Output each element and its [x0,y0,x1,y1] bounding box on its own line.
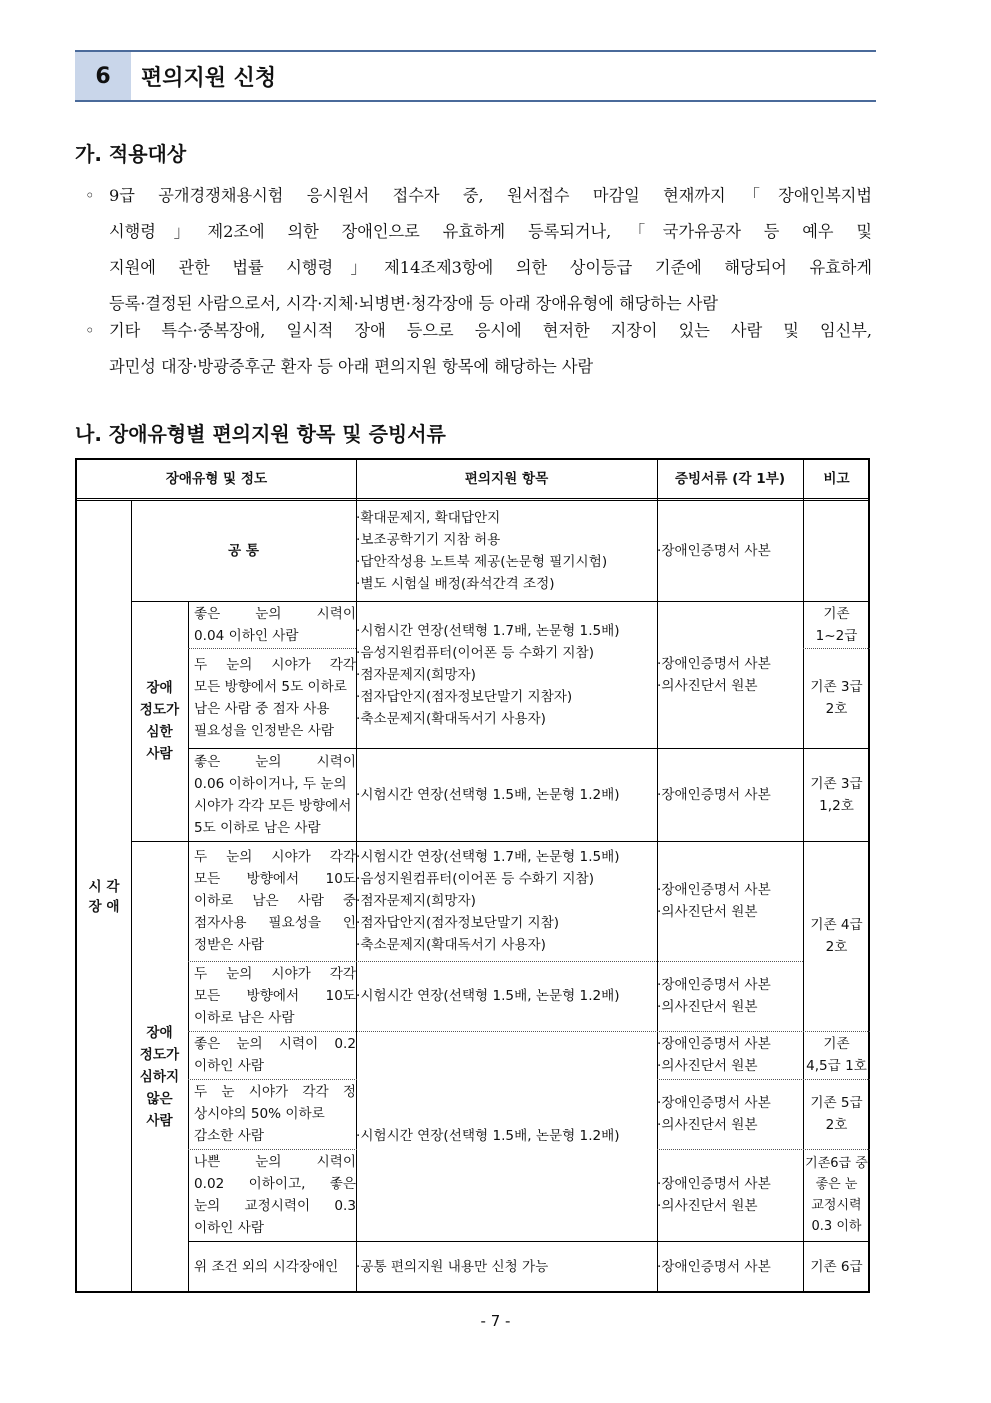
mild-support-1: ·시험시간 연장(선택형 1.7배, 논문형 1.5배) ·음성지원컴퓨터(이어폰 등 수화기 지참) ·점자문제지(희망자) ·점자답안지(점자정보단말기 지참) ·축소문제지(확대독서기 사용자) [356,849,620,953]
mild-cond-3: 좋은 눈의 시력이 0.2 이하인 사람 [194,1036,356,1074]
mild-cond-5: 나쁜 눈의 시력이 0.02 이하이고, 좋은 눈의 교정시력이 0.3 이하인 사람 [194,1154,356,1236]
severe-docs-12: ·장애인증명서 사본 ·의사진단서 원본 [657,655,771,694]
section-title: 편의지원 신청 [141,65,277,91]
paragraph-target-1 [85,178,872,322]
mild-cond-2: 두 눈의 시야가 각각 모든 방향에서 10도 이하로 남은 사람 [194,966,356,1026]
mild-support-345: ·시험시간 연장(선택형 1.5배, 논문형 1.2배) [356,1128,620,1144]
header-docs: 증빙서류 (각 1부) [674,471,786,487]
section-header [75,50,876,102]
severe-support-3: ·시험시간 연장(선택형 1.5배, 논문형 1.2배) [356,786,620,803]
common-support: ·확대문제지, 확대답안지 ·보조공학기기 지참 허용 ·답안작성용 노트북 제공(논문형 필기시험) ·별도 시험실 배정(좌석간격 조정) [356,510,608,592]
common-label: 공 통 [228,543,259,559]
mild-note-4: 기존 5급 2호 [810,1095,863,1133]
category-label: 시 각 장 애 [88,879,120,915]
mild-label: 장애 정도가 심하지 않은 사람 [139,1025,180,1129]
heading-target: 가. 적용대상 [75,142,187,166]
support-table [75,458,870,1293]
mild-note-6: 기존 6급 [810,1259,863,1275]
para-line: 9급 공개경쟁채용시험 응시원서 접수자 중, 원서접수 마감일 현재까지「장애인복지법 [109,186,872,205]
mild-docs-1: ·장애인증명서 사본 ·의사진단서 원본 [657,882,771,920]
mild-support-2: ·시험시간 연장(선택형 1.5배, 논문형 1.2배) [356,988,620,1004]
mild-cond-6: 위 조건 외의 시각장애인 [194,1259,339,1275]
mild-cond-1: 두 눈의 시야가 각각 모든 방향에서 10도 이하로 남은 사람 중 점자사용 필요성을 인 정받은 사람 [194,849,356,953]
mild-docs-2: ·장애인증명서 사본 ·의사진단서 원본 [657,977,771,1015]
paragraph-target-2 [85,313,872,385]
severe-docs-3: ·장애인증명서 사본 [657,786,771,803]
mild-docs-3: ·장애인증명서 사본 ·의사진단서 원본 [657,1036,771,1074]
severe-note-1: 기존 1~2급 [815,605,858,644]
mild-note-12: 기존 4급 2호 [810,917,863,955]
header-note: 비고 [823,471,850,487]
mild-note-3: 기존 4,5급 1호 [806,1036,867,1074]
bullet: ◦ [85,186,95,205]
mild-cond-4: 두 눈 시야가 각각 정 상시야의 50% 이하로 감소한 사람 [194,1084,356,1144]
para-line: 과민성 대장·방광증후군 환자 등 아래 편의지원 항목에 해당하는 사람 [109,357,594,376]
heading-support-table: 나. 장애유형별 편의지원 항목 및 증빙서류 [75,422,446,446]
mild-note-5: 기존6급 중 좋은 눈 교정시력 0.3 이하 [805,1156,868,1234]
mild-docs-4: ·장애인증명서 사본 ·의사진단서 원본 [657,1095,771,1133]
bullet: ◦ [85,321,95,340]
severe-cond-3: 좋은 눈의 시력이 0.06 이하이거나, 두 눈의 시야가 각각 모든 방향에서 5도 이하로 남은 사람 [194,753,356,836]
severe-cond-1: 좋은 눈의 시력이 0.04 이하인 사람 [194,605,356,644]
para-line: 등록·결정된 사람으로서, 시각·지체·뇌병변·청각장애 등 아래 장애유형에 해당하는 사람 [109,294,719,313]
severe-note-3: 기존 3급 1,2호 [810,775,863,814]
common-docs: ·장애인증명서 사본 [657,543,771,559]
para-line: 시행령」제2조에 의한 장애인으로 유효하게 등록되거나,「국가유공자 등 예우 및 [109,222,872,241]
para-line: 지원에 관한 법률 시행령」제14조제3항에 의한 상이등급 기준에 해당되어 유효하게 [109,258,872,277]
header-type: 장애유형 및 정도 [165,471,268,487]
section-number: 6 [75,52,131,100]
para-line: 기타 특수·중복장애, 일시적 장애 등으로 응시에 현저한 지장이 있는 사람 및 임신부, [109,321,872,340]
page-number: - 7 - [480,1312,511,1330]
severe-support-12: ·시험시간 연장(선택형 1.7배, 논문형 1.5배) ·음성지원컴퓨터(이어폰 등 수화기 지참) ·점자문제지(희망자) ·점자답안지(점자정보단말기 지참자) ·축소문제지(확대독서기 사용자) [356,622,620,727]
mild-docs-6: ·장애인증명서 사본 [657,1259,771,1275]
header-support: 편의지원 항목 [464,471,549,487]
severe-cond-2: 두 눈의 시야가 각각 모든 방향에서 5도 이하로 남은 사람 중 점자 사용 필요성을 인정받은 사람 [194,657,356,739]
mild-support-6: ·공통 편의지원 내용만 신청 가능 [356,1259,549,1275]
mild-docs-5: ·장애인증명서 사본 ·의사진단서 원본 [657,1176,771,1214]
severe-label: 장애 정도가 심한 사람 [139,680,180,762]
severe-note-2: 기존 3급 2호 [810,679,863,717]
